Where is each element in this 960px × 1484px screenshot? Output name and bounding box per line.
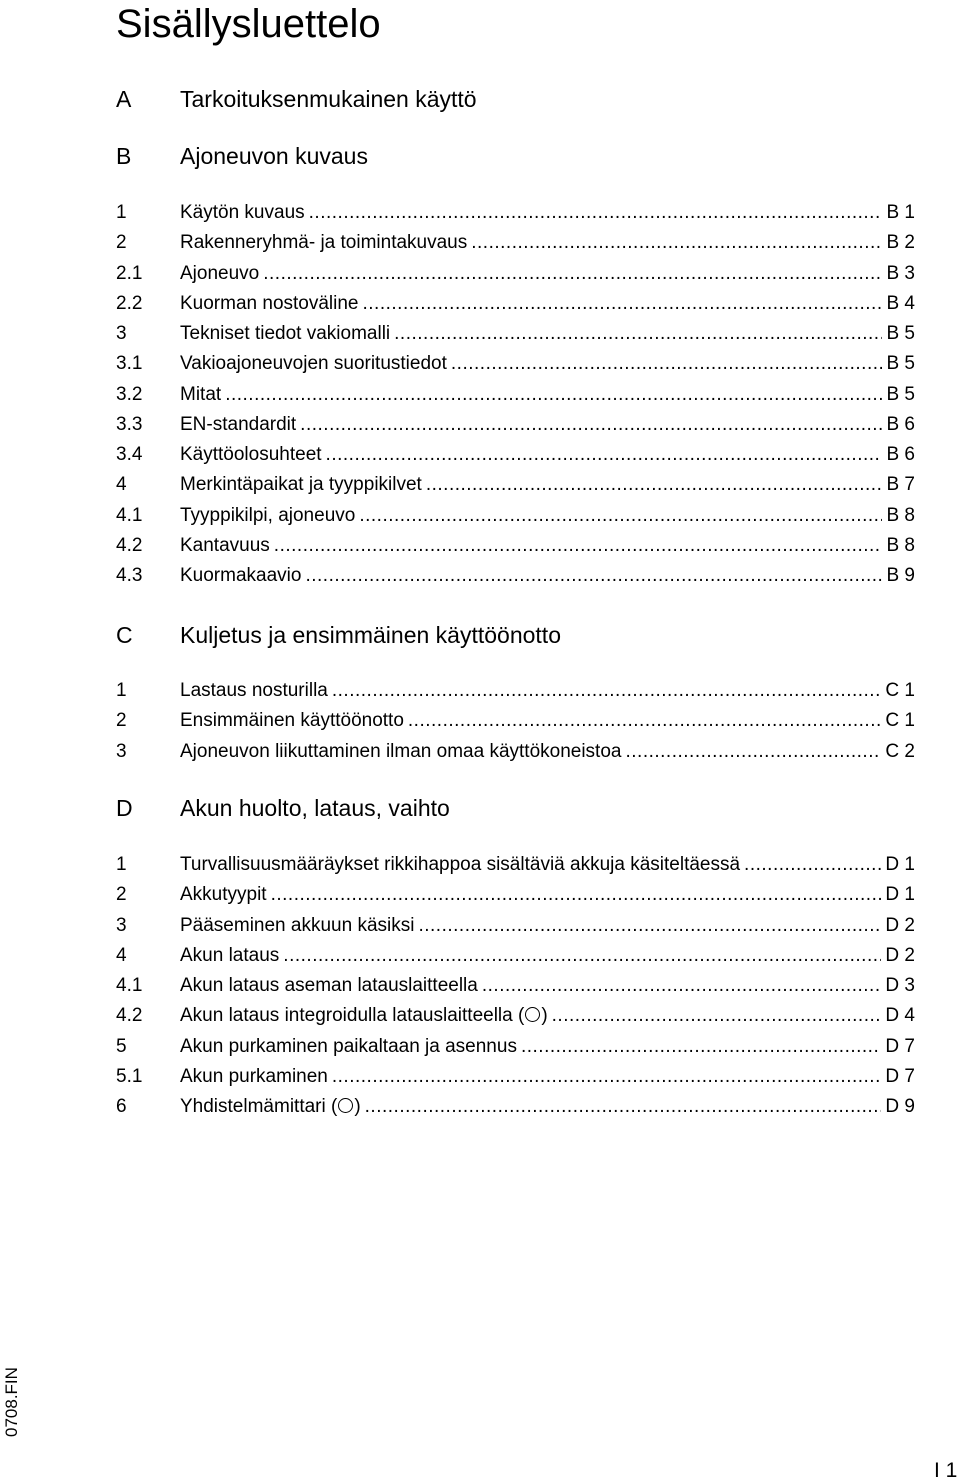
toc-entry-line [180, 201, 915, 225]
toc-entry-label [180, 473, 426, 497]
dot-leader [552, 1004, 882, 1028]
toc-entry-label [180, 1095, 365, 1119]
dot-leader [283, 944, 881, 968]
toc-entry-line [180, 383, 915, 407]
toc-entry-text: EN-standardit [180, 414, 297, 435]
toc-entry-page: D 2 [885, 945, 915, 966]
toc-entry-line [180, 262, 915, 286]
toc-entry-text: Mitat [180, 384, 222, 405]
toc-entry-line [180, 1095, 915, 1119]
toc-entry[interactable] [0, 262, 960, 286]
toc-entry[interactable] [0, 231, 960, 255]
toc-entry-text: Kantavuus [180, 535, 270, 556]
toc-entry-number: 4 [116, 474, 127, 495]
toc-entry-number: 4.3 [116, 565, 143, 586]
toc-entry-number: 3 [116, 915, 127, 936]
toc-entry-page: C 1 [885, 680, 915, 701]
toc-entry-number: 2.1 [116, 263, 143, 284]
toc-entry-line [180, 709, 915, 733]
toc-entry-line [180, 534, 915, 558]
section-title: Tarkoituksenmukainen käyttö [180, 86, 477, 112]
dot-leader [332, 679, 882, 703]
section-letter: A [116, 86, 132, 112]
toc-entry-text: Vakioajoneuvojen suoritustiedot [180, 353, 447, 374]
toc-entry-page: D 7 [885, 1036, 915, 1057]
toc-entry-number: 1 [116, 854, 127, 875]
toc-entry-label [180, 413, 300, 437]
dot-leader [744, 853, 881, 877]
section-letter: B [116, 143, 132, 169]
toc-entry-page: C 1 [885, 710, 915, 731]
toc-entry[interactable] [0, 883, 960, 907]
dot-leader [274, 534, 883, 558]
toc-entry[interactable] [0, 504, 960, 528]
section-heading [0, 84, 960, 114]
toc-entry[interactable] [0, 974, 960, 998]
toc-entry-label [180, 853, 744, 877]
toc-entry-text: Kuorman nostoväline [180, 293, 359, 314]
dot-leader [625, 740, 881, 764]
toc-entry-text: Akun purkaminen [180, 1066, 328, 1087]
toc-entry-number: 4.2 [116, 535, 143, 556]
dot-leader [521, 1035, 881, 1059]
toc-entry[interactable] [0, 352, 960, 376]
toc-entry[interactable] [0, 709, 960, 733]
toc-entry-label [180, 443, 326, 467]
toc-entry-number: 2 [116, 232, 127, 253]
toc-entry-text: Akun lataus integroidulla latauslaitteella ( [180, 1005, 525, 1026]
toc-entry-page: B 3 [886, 263, 915, 284]
toc-entry-text: Akun purkaminen paikaltaan ja asennus [180, 1036, 517, 1057]
toc-entry-line [180, 883, 915, 907]
dot-leader [451, 352, 883, 376]
toc-entry-line [180, 1004, 915, 1028]
toc-entry-label [180, 709, 408, 733]
toc-entry-text: Akun lataus aseman latauslaitteella [180, 975, 478, 996]
toc-entry-text: Ensimmäinen käyttöönotto [180, 710, 404, 731]
toc-entry-label [180, 201, 309, 225]
toc-entry-label [180, 231, 471, 255]
toc-entry-line [180, 1035, 915, 1059]
option-circle-icon [525, 1007, 540, 1022]
toc-entry-page: D 1 [885, 854, 915, 875]
toc-entry-label [180, 504, 359, 528]
dot-leader [271, 883, 882, 907]
toc-entry-number: 3 [116, 323, 127, 344]
toc-entry-label [180, 1065, 332, 1089]
toc-entry[interactable] [0, 740, 960, 764]
toc-entry-line [180, 679, 915, 703]
toc-entry[interactable] [0, 1095, 960, 1119]
dot-leader [305, 564, 882, 588]
dot-leader [359, 504, 882, 528]
toc-entry-line [180, 413, 915, 437]
toc-entry-line [180, 914, 915, 938]
toc-entry-text: Lastaus nosturilla [180, 680, 328, 701]
toc-entry-number: 1 [116, 202, 127, 223]
toc-entry-line [180, 1065, 915, 1089]
toc-entry-text: Tyyppikilpi, ajoneuvo [180, 505, 356, 526]
document-id: 0708.FIN [2, 1367, 21, 1437]
toc-entry-text: Tekniset tiedot vakiomalli [180, 323, 391, 344]
toc-entry-line [180, 974, 915, 998]
toc-entry-page: B 4 [886, 293, 915, 314]
dot-leader [309, 201, 883, 225]
toc-entry[interactable] [0, 914, 960, 938]
dot-leader [326, 443, 883, 467]
section-heading [0, 141, 960, 171]
toc-entry-line [180, 352, 915, 376]
toc-entry-page: B 5 [886, 353, 915, 374]
toc-entry-page: B 6 [886, 414, 915, 435]
section-title: Kuljetus ja ensimmäinen käyttöönotto [180, 622, 561, 648]
section-letter: C [116, 622, 133, 648]
toc-entry-number: 2 [116, 884, 127, 905]
toc-entry[interactable] [0, 1065, 960, 1089]
toc-entry-page: D 9 [885, 1096, 915, 1117]
section-heading [0, 620, 960, 650]
toc-entry[interactable] [0, 383, 960, 407]
toc-entry-text: Akun lataus [180, 945, 280, 966]
toc-entry-label [180, 944, 283, 968]
toc-entry-label [180, 534, 274, 558]
toc-entry-text: Turvallisuusmääräykset rikkihappoa sisältäviä akkuja käsiteltäessä [180, 854, 741, 875]
section-heading [0, 793, 960, 823]
toc-entry-line [180, 292, 915, 316]
toc-entry[interactable] [0, 1004, 960, 1028]
toc-entry-number: 2.2 [116, 293, 143, 314]
toc-entry-text-suffix: ) [541, 1005, 548, 1026]
toc-entry-page: B 1 [886, 202, 915, 223]
toc-entry-page: B 8 [886, 535, 915, 556]
toc-entry-line [180, 740, 915, 764]
toc-entry-text: Pääseminen akkuun käsiksi [180, 915, 415, 936]
dot-leader [394, 322, 882, 346]
toc-entry-page: D 1 [885, 884, 915, 905]
toc-entry-line [180, 944, 915, 968]
dot-leader [363, 292, 883, 316]
toc-entry[interactable] [0, 944, 960, 968]
toc-entry-number: 3.1 [116, 353, 143, 374]
toc-entry-line [180, 853, 915, 877]
option-circle-icon [338, 1098, 353, 1113]
dot-leader [418, 914, 881, 938]
toc-entry-label [180, 262, 263, 286]
toc-entry-page: D 3 [885, 975, 915, 996]
toc-entry-page: C 2 [885, 741, 915, 762]
toc-entry-label [180, 974, 482, 998]
toc-entry-text: Käyttöolosuhteet [180, 444, 322, 465]
toc-entry-number: 4 [116, 945, 127, 966]
page-number: I 1 [934, 1459, 958, 1482]
toc-entry[interactable] [0, 473, 960, 497]
toc-entry-label [180, 1004, 552, 1028]
toc-entry-page: B 5 [886, 384, 915, 405]
toc-entry-text-suffix: ) [354, 1096, 361, 1117]
section-title: Ajoneuvon kuvaus [180, 143, 368, 169]
toc-entry-line [180, 504, 915, 528]
toc-entry-text: Merkintäpaikat ja tyyppikilvet [180, 474, 422, 495]
toc-entry-line [180, 322, 915, 346]
toc-entry-label [180, 564, 305, 588]
toc-entry-text: Rakenneryhmä- ja toimintakuvaus [180, 232, 468, 253]
toc-entry-label [180, 383, 225, 407]
toc-entry-line [180, 443, 915, 467]
toc-entry-page: D 2 [885, 915, 915, 936]
toc-entry-label [180, 679, 332, 703]
toc-entry[interactable] [0, 1035, 960, 1059]
dot-leader [332, 1065, 882, 1089]
toc-entry-label [180, 740, 625, 764]
toc-entry[interactable] [0, 443, 960, 467]
toc-entry-line [180, 231, 915, 255]
section-letter: D [116, 795, 133, 821]
toc-entry-number: 3.4 [116, 444, 143, 465]
toc-entry-line [180, 564, 915, 588]
toc-entry-number: 5.1 [116, 1066, 143, 1087]
toc-entry[interactable] [0, 564, 960, 588]
toc-entry-text: Ajoneuvo [180, 263, 260, 284]
toc-entry-text: Yhdistelmämittari ( [180, 1096, 338, 1117]
toc-entry[interactable] [0, 534, 960, 558]
toc-entry-page: B 6 [886, 444, 915, 465]
toc-entry-text: Ajoneuvon liikuttaminen ilman omaa käyttökoneistoa [180, 741, 622, 762]
toc-entry-label [180, 914, 418, 938]
toc-entry-number: 3.2 [116, 384, 143, 405]
toc-entry[interactable] [0, 201, 960, 225]
toc-entry-text: Kuormakaavio [180, 565, 302, 586]
toc-entry-label [180, 322, 394, 346]
toc-entry-number: 3 [116, 741, 127, 762]
toc-entry-label [180, 352, 451, 376]
dot-leader [471, 231, 882, 255]
toc-entry-number: 6 [116, 1096, 127, 1117]
dot-leader [482, 974, 882, 998]
toc-entry-number: 4.2 [116, 1005, 143, 1026]
dot-leader [365, 1095, 882, 1119]
toc-entry[interactable] [0, 853, 960, 877]
toc-entry[interactable] [0, 292, 960, 316]
toc-entry-label [180, 1035, 521, 1059]
dot-leader [300, 413, 882, 437]
toc-entry-text: Käytön kuvaus [180, 202, 305, 223]
toc-entry-number: 3.3 [116, 414, 143, 435]
toc-entry-number: 4.1 [116, 505, 143, 526]
dot-leader [426, 473, 883, 497]
toc-entry-number: 2 [116, 710, 127, 731]
toc-entry-page: D 4 [885, 1005, 915, 1026]
toc-entry[interactable] [0, 413, 960, 437]
toc-entry-number: 1 [116, 680, 127, 701]
toc-entry-page: B 7 [886, 474, 915, 495]
toc-entry-page: B 2 [886, 232, 915, 253]
toc-entry-number: 5 [116, 1036, 127, 1057]
page-title: Sisällysluettelo [116, 2, 381, 46]
dot-leader [225, 383, 882, 407]
toc-entry-page: B 9 [886, 565, 915, 586]
dot-leader [263, 262, 882, 286]
toc-entry-line [180, 473, 915, 497]
dot-leader [408, 709, 882, 733]
toc-entry-page: B 8 [886, 505, 915, 526]
toc-entry-number: 4.1 [116, 975, 143, 996]
toc-entry-label [180, 292, 363, 316]
section-title: Akun huolto, lataus, vaihto [180, 795, 450, 821]
toc-entry[interactable] [0, 679, 960, 703]
toc-entry-text: Akkutyypit [180, 884, 267, 905]
toc-entry-label [180, 883, 271, 907]
toc-entry[interactable] [0, 322, 960, 346]
toc-entry-page: B 5 [886, 323, 915, 344]
toc-entry-page: D 7 [885, 1066, 915, 1087]
